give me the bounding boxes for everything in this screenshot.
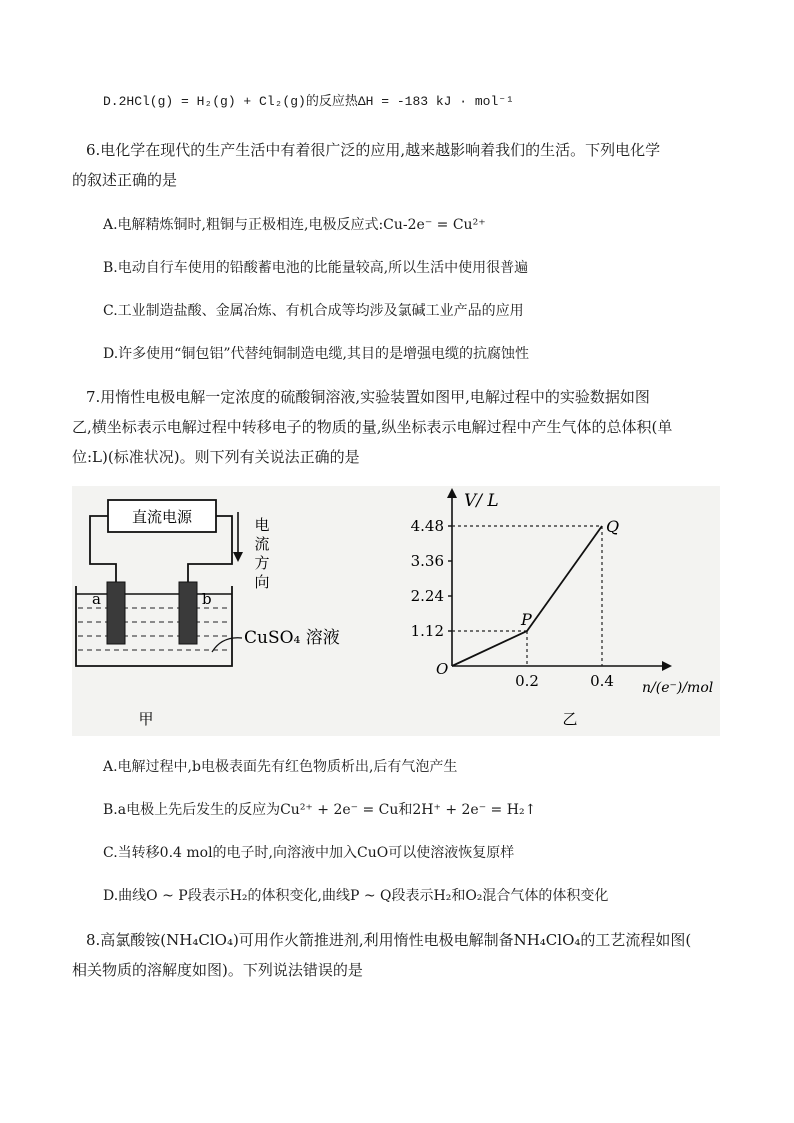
q6-option-d: D.许多使用“铜包铝”代替纯铜制造电缆,其目的是增强电缆的抗腐蚀性 xyxy=(103,346,529,362)
x-axis-label: n/(e⁻)/mol xyxy=(642,680,714,696)
y-tick-label: 3.36 xyxy=(410,552,444,570)
q7-option-a: A.电解过程中,b电极表面先有红色物质析出,后有气泡产生 xyxy=(103,759,458,775)
current-label-3: 方 xyxy=(254,554,270,572)
caption-jia: 甲 xyxy=(138,710,154,728)
electrolysis-figure xyxy=(72,486,720,736)
q6-stem-line1: 6.电化学在现代的生产生活中有着很广泛的应用,越来越影响着我们的生活。下列电化学 xyxy=(86,141,661,159)
q7-option-c: C.当转移0.4 mol的电子时,向溶液中加入CuO可以使溶液恢复原样 xyxy=(103,845,515,861)
q6-option-a: A.电解精炼铜时,粗铜与正极相连,电极反应式:Cu-2e⁻ = Cu²⁺ xyxy=(103,217,486,233)
q6-option-b: B.电动自行车使用的铅酸蓄电池的比能量较高,所以生活中使用很普遍 xyxy=(103,260,529,276)
current-label-4: 向 xyxy=(254,573,270,591)
caption-yi: 乙 xyxy=(562,710,578,728)
point-p-label: P xyxy=(521,610,532,629)
q7-stem-line2: 乙,横坐标表示电解过程中转移电子的物质的量,纵坐标表示电解过程中产生气体的总体积(单 xyxy=(72,418,673,436)
q6-option-c: C.工业制造盐酸、金属冶炼、有机合成等均涉及氯碱工业产品的应用 xyxy=(103,303,524,319)
current-label-2: 流 xyxy=(254,535,270,553)
q7-option-d: D.曲线O ~ P段表示H₂的体积变化,曲线P ~ Q段表示H₂和O₂混合气体的体积变化 xyxy=(103,888,609,904)
y-tick-label: 4.48 xyxy=(410,517,444,535)
y-tick-label: 2.24 xyxy=(410,587,444,605)
point-q-label: Q xyxy=(606,517,620,536)
electrode-a-label: a xyxy=(92,590,101,608)
x-tick-label: 0.4 xyxy=(590,672,614,690)
electrode-a xyxy=(107,582,125,644)
origin-label: O xyxy=(436,660,449,678)
solution-label: CuSO₄ 溶液 xyxy=(244,628,340,648)
current-label-1: 电 xyxy=(254,516,270,534)
power-supply-label: 直流电源 xyxy=(131,508,193,526)
y-axis-label: V/ L xyxy=(464,491,499,511)
electrode-b-label: b xyxy=(202,590,212,608)
q7-stem-line1: 7.用惰性电极电解一定浓度的硫酸铜溶液,实验装置如图甲,电解过程中的实验数据如图 xyxy=(86,388,650,406)
y-tick-label: 1.12 xyxy=(410,622,444,640)
electrode-b xyxy=(179,582,197,644)
q7-option-b: B.a电极上先后发生的反应为Cu²⁺ + 2e⁻ = Cu和2H⁺ + 2e⁻ = H₂↑ xyxy=(103,802,537,818)
q8-stem-line2: 相关物质的溶解度如图)。下列说法错误的是 xyxy=(72,961,363,979)
q5-option-d: D.2HCl(g) = H₂(g) + Cl₂(g)的反应热ΔH = -183 kJ · mol⁻¹ xyxy=(103,94,514,109)
q6-stem-line2: 的叙述正确的是 xyxy=(72,171,178,189)
x-tick-label: 0.2 xyxy=(515,672,539,690)
q7-stem-line3: 位:L)(标准状况)。则下列有关说法正确的是 xyxy=(72,448,360,466)
q8-stem-line1: 8.高氯酸铵(NH₄ClO₄)可用作火箭推进剂,利用惰性电极电解制备NH₄ClO₄的工艺流程如图( xyxy=(86,931,692,949)
